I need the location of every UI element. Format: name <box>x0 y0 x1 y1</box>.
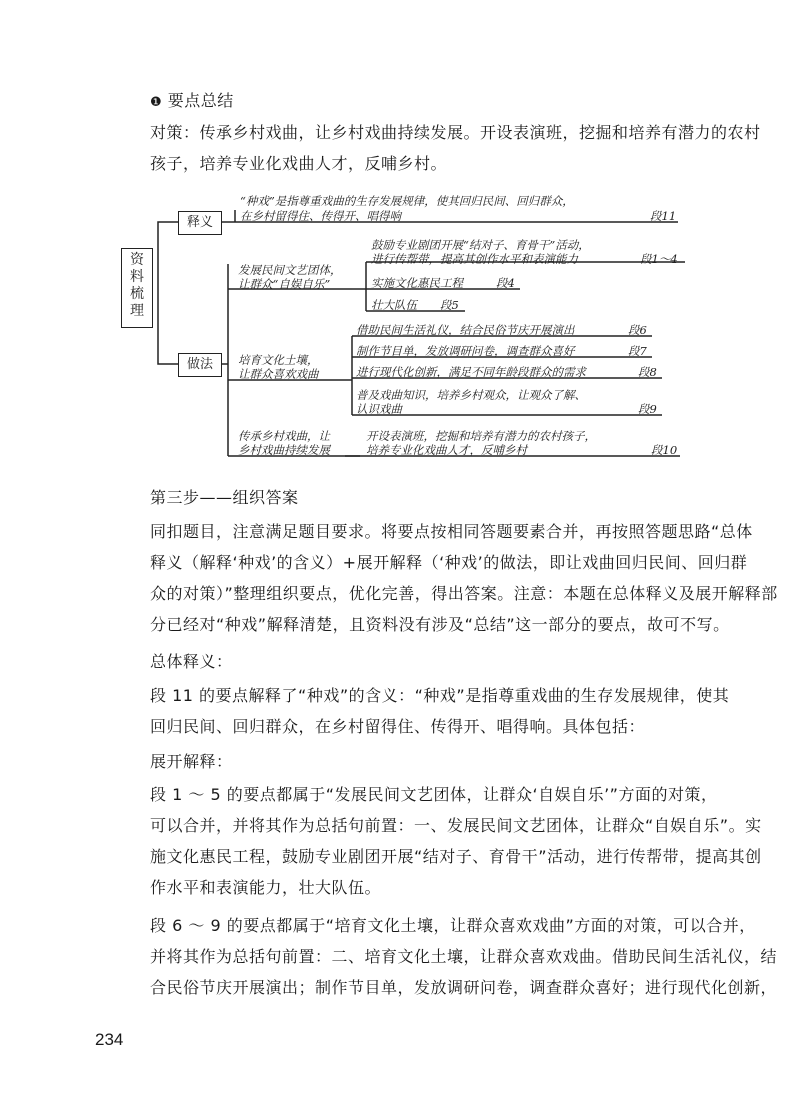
group1-item1-2: 进行传帮带，提高其创作水平和表演能力 <box>371 252 578 266</box>
section-title: 要点总结 <box>167 91 234 110</box>
para4-line: 段 6 ～ 9 的要点都属于“培育文化土壤，让群众喜欢戏曲”方面的对策，可以合并， <box>150 916 756 935</box>
group2-title-1: 培育文化土壤， <box>238 353 319 367</box>
shiyi-box <box>178 211 222 235</box>
para1-line: 同扣题目，注意满足题目要求。将要点按相同答题要素合并，再按照答题思路“总体 <box>150 522 753 541</box>
group3-ref: 段10 <box>651 443 678 457</box>
group1-item1-1: 鼓励专业剧团开展“结对子、育骨干”活动， <box>371 238 590 252</box>
label-overall: 总体释义： <box>150 652 233 671</box>
group2-item4-ref: 段9 <box>638 402 657 416</box>
group3-item-1: 开设表演班，挖掘和培养有潜力的农村孩子， <box>366 429 596 443</box>
root-char: 理 <box>130 303 144 319</box>
shiyi-text-2: 在乡村留得住、传得开、唱得响 <box>240 209 401 223</box>
zuofa-box <box>178 353 222 377</box>
para4-line: 合民俗节庆开展演出；制作节目单，发放调研问卷，调查群众喜好；进行现代化创新， <box>150 978 778 997</box>
shiyi-text-1: “种戏”是指尊重戏曲的生存发展规律，使其回归民间、回归群众， <box>240 194 574 208</box>
group3-title-1: 传承乡村戏曲，让 <box>238 429 330 443</box>
zuofa-label: 做法 <box>186 357 213 372</box>
group1-title-2: 让群众“自娱自乐” <box>238 277 331 291</box>
strategy-line-1: 对策：传承乡村戏曲，让乡村戏曲持续发展。开设表演班，挖掘和培养有潜力的农村 <box>150 123 761 142</box>
group2-item3: 进行现代化创新，满足不同年龄段群众的需求 <box>356 365 586 379</box>
group2-item4-2: 认识戏曲 <box>356 402 402 416</box>
label-expand: 展开解释： <box>150 752 233 771</box>
step3-heading: 第三步——组织答案 <box>150 488 299 507</box>
root-char: 梳 <box>130 286 144 302</box>
group1-item1-ref: 段1～4 <box>640 252 678 266</box>
para3-line: 段 1 ～ 5 的要点都属于“发展民间文艺团体，让群众‘自娱自乐’”方面的对策， <box>150 785 718 804</box>
para1-line: 众的对策）”整理组织要点，优化完善，得出答案。注意：本题在总体释义及展开解释部 <box>150 584 778 603</box>
group2-item1: 借助民间生活礼仪，结合民俗节庆开展演出 <box>356 323 575 337</box>
para4-line: 并将其作为总括句前置：二、培育文化土壤，让群众喜欢戏曲。借助民间生活礼仪，结 <box>150 947 778 966</box>
para1-line: 释义（解释‘种戏’的含义）+展开解释（‘种戏’的做法，即让戏曲回归民间、回归群 <box>150 553 748 572</box>
para1-line: 分已经对“种戏”解释清楚，且资料没有涉及“总结”这一部分的要点，故可不写。 <box>150 615 730 634</box>
group2-item3-ref: 段8 <box>638 365 657 379</box>
group1-item2: 实施文化惠民工程 <box>371 276 463 290</box>
para3-line: 作水平和表演能力，壮大队伍。 <box>150 878 382 897</box>
group1-title-1: 发展民间文艺团体， <box>238 263 342 277</box>
group2-title-2: 让群众喜欢戏曲 <box>238 367 319 381</box>
root-char: 资 <box>130 252 144 268</box>
shiyi-ref: 段11 <box>650 209 677 223</box>
root-box <box>121 248 153 328</box>
group2-item2: 制作节目单，发放调研问卷，调查群众喜好 <box>356 344 575 358</box>
group3-item-2: 培养专业化戏曲人才，反哺乡村 <box>366 443 527 457</box>
group3-title-2: 乡村戏曲持续发展 <box>238 443 330 457</box>
para2-line: 回归民间、回归群众，在乡村留得住、传得开、唱得响。具体包括： <box>150 717 646 736</box>
group2-item1-ref: 段6 <box>628 323 647 337</box>
group1-item2-ref: 段4 <box>496 276 515 290</box>
shiyi-label: 释义 <box>186 215 213 230</box>
page-number: 234 <box>95 1030 124 1049</box>
para3-line: 可以合并，并将其作为总括句前置：一、发展民间文艺团体，让群众“自娱自乐”。实 <box>150 816 762 835</box>
para2-line: 段 11 的要点解释了“种戏”的含义：“种戏”是指尊重戏曲的生存发展规律，使其 <box>150 686 730 705</box>
group2-item2-ref: 段7 <box>628 344 647 358</box>
strategy-line-2: 孩子，培养专业化戏曲人才，反哺乡村。 <box>150 154 448 173</box>
group2-item4-1: 普及戏曲知识，培养乡村观众，让观众了解、 <box>356 388 586 402</box>
root-char: 料 <box>130 269 144 285</box>
group1-item3: 壮大队伍 <box>371 298 417 312</box>
bullet-icon: ❶ <box>150 95 163 110</box>
group1-item3-ref: 段5 <box>440 298 459 312</box>
para3-line: 施文化惠民工程，鼓励专业剧团开展“结对子、育骨干”活动，进行传帮带，提高其创 <box>150 847 762 866</box>
